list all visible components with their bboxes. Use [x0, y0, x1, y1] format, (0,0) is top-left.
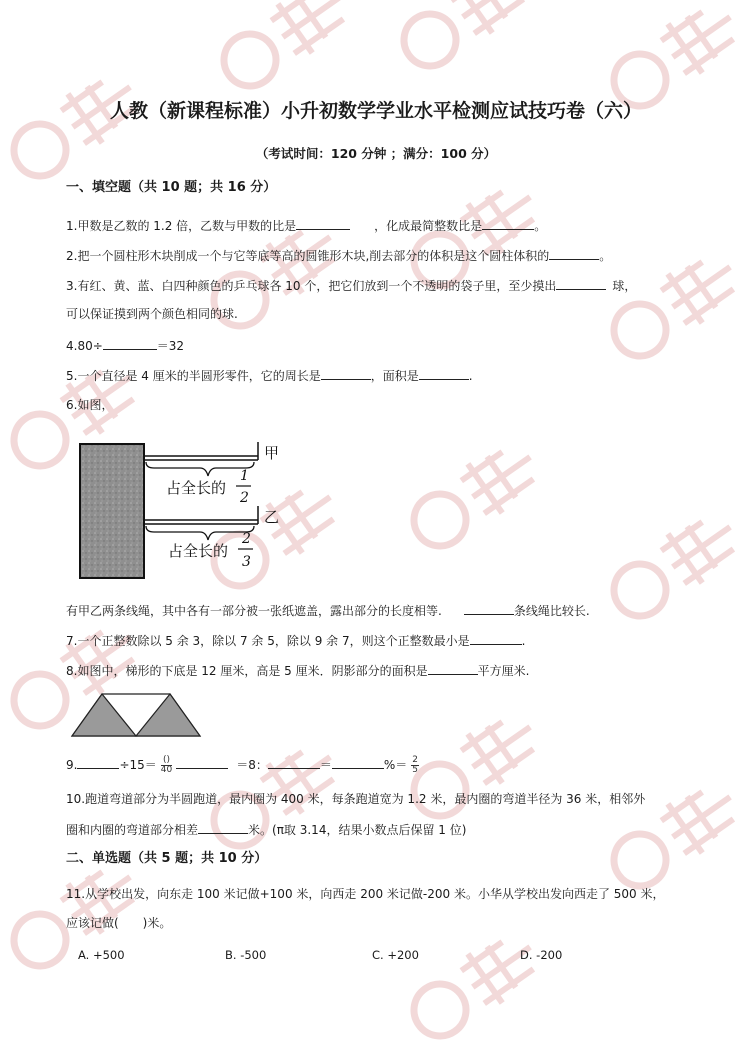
- question-4-text-2: ＝32: [156, 339, 185, 353]
- question-1-text-3: 。: [534, 219, 547, 233]
- option-d[interactable]: D. -200: [520, 948, 563, 962]
- section-heading-single-choice: 二、单选题（共 5 题；共 10 分）: [66, 851, 268, 866]
- question-2: [66, 247, 611, 264]
- fraction-blank-over-40: [161, 756, 172, 775]
- answer-blank: [268, 756, 320, 769]
- question-5-text-3: .: [468, 369, 473, 383]
- option-a[interactable]: A. +500: [78, 948, 125, 962]
- question-9: [66, 756, 419, 775]
- page-title: 人教（新课程标准）小升初数学学业水平检测应试技巧卷（六）: [109, 100, 642, 122]
- shaded-triangle-left: [72, 694, 136, 736]
- fraction-numerator: 2: [412, 755, 419, 765]
- trapezoid-diagram: [68, 690, 206, 740]
- question-7: [66, 632, 525, 649]
- answer-blank: [428, 662, 478, 675]
- question-6-text: 有甲乙两条线绳，其中各有一部分被一张纸遮盖，露出部分的长度相等.: [66, 604, 442, 618]
- question-6: 6.如图，: [66, 398, 114, 412]
- fraction-bottom-denominator: 3: [242, 554, 251, 570]
- fraction-numerator: (): [161, 756, 172, 766]
- exam-info: （考试时间：120 分钟 ；满分：100 分）: [255, 146, 497, 161]
- question-1: [66, 217, 546, 234]
- question-10-line-1: 10.跑道弯道部分为半圆跑道，最内圈为 400 米，每条跑道宽为 1.2 米，最内圈的弯道半径为 36 米，相邻外: [66, 792, 646, 806]
- fraction-top-numerator: 1: [240, 468, 249, 484]
- label-jia: 甲: [264, 444, 280, 462]
- question-3-text-2: 球，: [612, 279, 637, 293]
- question-4-text: 4.80÷: [66, 339, 103, 353]
- answer-blank: [419, 367, 469, 380]
- option-b[interactable]: B. -500: [225, 948, 267, 962]
- question-3: [66, 277, 636, 294]
- fraction-denominator: 40: [160, 765, 173, 775]
- question-5: [66, 367, 473, 384]
- answer-blank: [464, 602, 514, 615]
- question-9-text-3: ＝: [319, 758, 332, 772]
- fraction-top-denominator: 2: [240, 490, 249, 506]
- answer-blank: [549, 247, 599, 260]
- option-c[interactable]: C. +200: [372, 948, 419, 962]
- fraction-bottom-numerator: 2: [242, 531, 251, 547]
- question-1-text: 1.甲数是乙数的 1.2 倍，乙数与甲数的比是: [66, 219, 297, 233]
- question-1-text-2: ，化成最简整数比是: [374, 219, 483, 233]
- question-3-text: 3.有红、黄、蓝、白四种颜色的乒乓球各 10 个，把它们放到一个不透明的袋子里，至少摸出: [66, 279, 557, 293]
- question-11-line-1: 11.从学校出发，向东走 100 米记做+100 米，向西走 200 米记做-200 米。小华从学校出发向西走了 500 米，: [66, 887, 665, 901]
- caption-top: 占全长的: [166, 479, 227, 497]
- brace-yi: [146, 526, 254, 540]
- question-2-text: 2.把一个圆柱形木块削成一个与它等底等高的圆锥形木块,削去部分的体积是这个圆柱体积的: [66, 249, 550, 263]
- question-7-text: 7.一个正整数除以 5 余 3，除以 7 余 5，除以 9 余 7，则这个正整数最小是: [66, 634, 470, 648]
- covering-paper: [80, 444, 144, 578]
- question-4: [66, 337, 184, 354]
- question-3-line-2: 可以保证摸到两个颜色相同的球.: [66, 307, 238, 321]
- question-11-line-2: 应该记做( )米。: [66, 916, 172, 930]
- question-9-text: ÷15＝: [119, 758, 157, 772]
- answer-blank: [482, 217, 534, 230]
- fraction-two-fifths: [411, 756, 419, 775]
- question-8-text-2: 平方厘米.: [477, 664, 530, 678]
- rope-diagram: [70, 436, 300, 586]
- answer-blank: [296, 217, 350, 230]
- question-5-text-2: ，面积是: [370, 369, 419, 383]
- shaded-triangle-right: [136, 694, 200, 736]
- question-9-text-2: ＝8：: [236, 758, 268, 772]
- answer-blank: [332, 756, 384, 769]
- question-9-number: 9.: [66, 758, 78, 772]
- question-6-text-2: 条线绳比较长.: [513, 604, 590, 618]
- caption-bottom: 占全长的: [168, 542, 229, 560]
- fraction-denominator: 5: [412, 765, 419, 775]
- answer-blank: [77, 756, 119, 769]
- brace-jia: [146, 462, 254, 476]
- answer-blank: [198, 821, 248, 834]
- answer-blank: [176, 756, 228, 769]
- question-5-text: 5.一个直径是 4 厘米的半圆形零件，它的周长是: [66, 369, 321, 383]
- section-heading-fill-blank: 一、填空题（共 10 题；共 16 分）: [66, 180, 277, 195]
- question-7-text-2: .: [521, 634, 526, 648]
- question-6-statement: [66, 602, 590, 619]
- question-10-text-2: 米。(π取 3.14，结果小数点后保留 1 位): [248, 823, 467, 837]
- answer-blank: [321, 367, 371, 380]
- question-2-text-2: 。: [599, 249, 612, 263]
- question-10-line-2: [66, 821, 466, 838]
- answer-blank: [470, 632, 522, 645]
- question-9-text-4: %＝: [383, 758, 408, 772]
- question-8-text: 8.如图中，梯形的下底是 12 厘米，高是 5 厘米．阴影部分的面积是: [66, 664, 428, 678]
- answer-blank: [556, 277, 606, 290]
- question-8: [66, 662, 529, 679]
- question-10-text: 圈和内圈的弯道部分相差: [66, 823, 199, 837]
- answer-blank: [103, 337, 157, 350]
- label-yi: 乙: [264, 508, 280, 526]
